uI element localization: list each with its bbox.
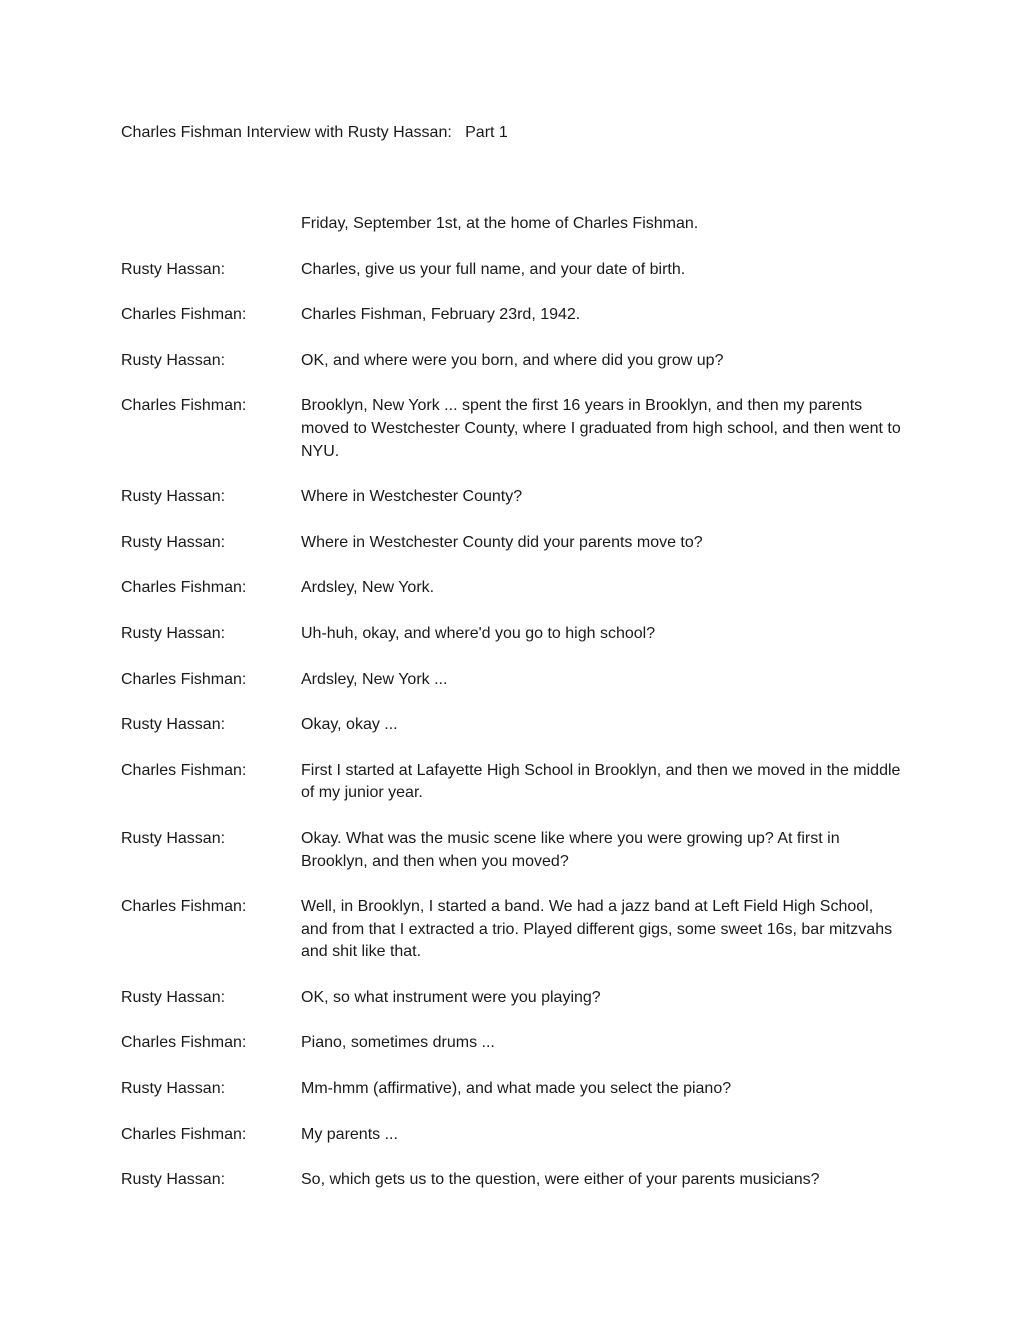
speech-text: So, which gets us to the question, were either of your parents musicians?	[301, 1171, 820, 1189]
speaker-label: Rusty Hassan:	[121, 488, 226, 506]
speech-text: Ardsley, New York ...	[301, 670, 448, 688]
speaker-label: Charles Fishman:	[121, 1125, 247, 1143]
speech-text: Friday, September 1st, at the home of Charles Fishman.	[301, 215, 699, 232]
speech-text: Brooklyn, New York ... spent the first 16 years in Brooklyn, and then my parents moved to Westchester County, where I graduated from high school, and then went to NYU.	[301, 397, 901, 460]
transcript-turn	[121, 987, 901, 1010]
transcript-turn	[121, 714, 901, 737]
speaker-label: Charles Fishman:	[121, 306, 247, 324]
speech-text: My parents ...	[301, 1125, 398, 1143]
speaker-label: Rusty Hassan:	[121, 624, 226, 642]
transcript-turn	[121, 395, 901, 463]
speaker-label: Rusty Hassan:	[121, 716, 226, 734]
transcript-turn	[121, 1124, 901, 1147]
transcript-turn	[121, 304, 901, 327]
speaker-label: Charles Fishman:	[121, 579, 247, 597]
speaker-label: Charles Fishman:	[121, 670, 247, 688]
speech-text: OK, and where were you born, and where did you grow up?	[301, 351, 724, 369]
speaker-label: Charles Fishman:	[121, 1034, 247, 1052]
transcript-turn	[121, 213, 901, 236]
speech-text: Charles, give us your full name, and your date of birth.	[301, 260, 686, 278]
speaker-label	[121, 213, 301, 236]
speech-text: Ardsley, New York.	[301, 579, 435, 597]
transcript-turn	[121, 486, 901, 509]
transcript-turn	[121, 1078, 901, 1101]
speech-text: First I started at Lafayette High School in Brooklyn, and then we moved in the middle of my junior year.	[301, 761, 901, 802]
transcript-turn	[121, 760, 901, 805]
speech-text: OK, so what instrument were you playing?	[301, 988, 601, 1006]
speaker-label: Rusty Hassan:	[121, 829, 226, 847]
speech-text: Where in Westchester County did your parents move to?	[301, 533, 703, 551]
speech-text: Piano, sometimes drums ...	[301, 1034, 495, 1052]
speech-text: Okay, okay ...	[301, 716, 398, 734]
transcript-turn	[121, 532, 901, 555]
transcript-turn	[121, 350, 901, 373]
speaker-label: Rusty Hassan:	[121, 1080, 226, 1098]
transcript-turn	[121, 1032, 901, 1055]
speaker-label: Rusty Hassan:	[121, 351, 226, 369]
transcript-turn	[121, 577, 901, 600]
transcript-turn	[121, 1169, 901, 1192]
transcript-turn	[121, 259, 901, 282]
speaker-label: Charles Fishman:	[121, 397, 247, 415]
speaker-label: Charles Fishman:	[121, 898, 247, 916]
speech-text: Mm-hmm (affirmative), and what made you select the piano?	[301, 1080, 732, 1098]
transcript-turn	[121, 669, 901, 692]
speech-text: Uh-huh, okay, and where'd you go to high school?	[301, 624, 656, 642]
speaker-label: Charles Fishman:	[121, 761, 247, 779]
speaker-label: Rusty Hassan:	[121, 533, 226, 551]
transcript-turn	[121, 896, 901, 964]
speaker-label: Rusty Hassan:	[121, 1171, 226, 1189]
document-title: Charles Fishman Interview with Rusty Hassan: Part 1	[121, 124, 508, 141]
transcript	[121, 213, 901, 1215]
speech-text: Well, in Brooklyn, I started a band. We had a jazz band at Left Field High School, and from that I extracted a trio. Played different gigs, some sweet 16s, bar mitzvahs and shit like that.	[301, 898, 893, 961]
speech-text: Okay. What was the music scene like where you were growing up? At first in Brooklyn, and then when you moved?	[301, 829, 840, 870]
speech-text: Where in Westchester County?	[301, 488, 523, 506]
speech-text: Charles Fishman, February 23rd, 1942.	[301, 306, 581, 324]
speaker-label: Rusty Hassan:	[121, 260, 226, 278]
transcript-turn	[121, 623, 901, 646]
transcript-turn	[121, 828, 901, 873]
speaker-label: Rusty Hassan:	[121, 988, 226, 1006]
